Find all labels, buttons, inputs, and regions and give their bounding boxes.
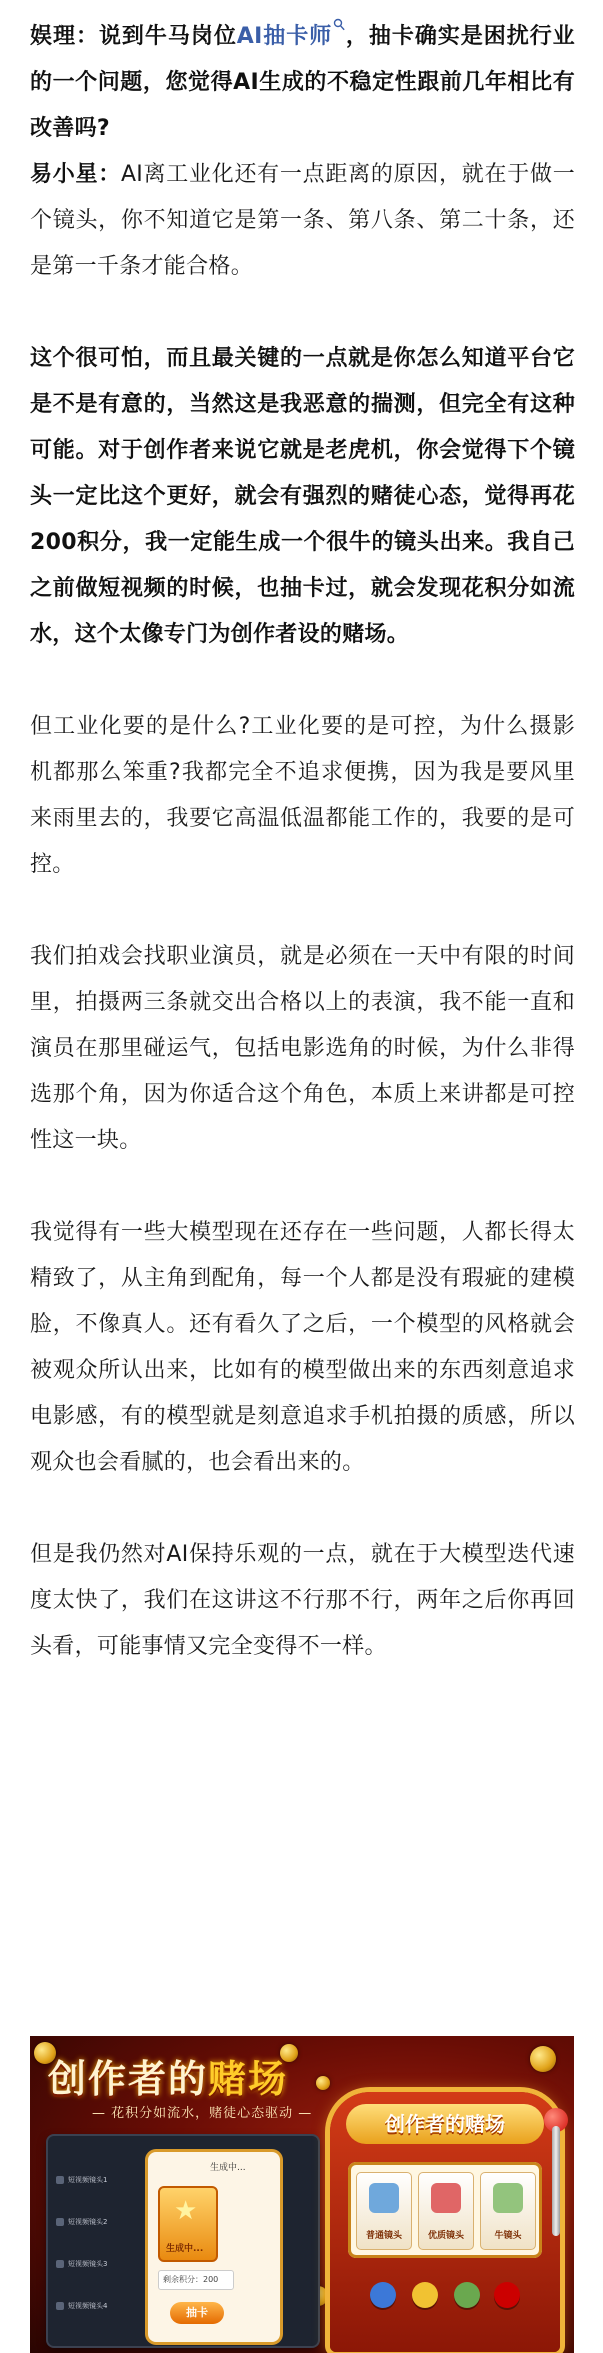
speaker-label-interviewer: 娱理：	[30, 24, 99, 49]
question-text-start: 说到牛马岗位	[98, 24, 237, 49]
question-text-end: ，抽卡确实是困扰行业的一个问题，您觉得AI生成的不稳定性跟前几年相比有改善吗?	[30, 24, 575, 141]
search-icon[interactable]	[333, 18, 345, 32]
reel-label: 牛镜头	[494, 2231, 522, 2241]
interview-question	[30, 14, 575, 152]
card-thumb-label: 生成中...	[166, 2244, 204, 2254]
interview-answer	[30, 152, 575, 290]
paragraph-model-faces: 我觉得有一些大模型现在还存在一些问题，人都长得太精致了，从主角到配角，每一个人都是没有瑕疵的建模脸，不像真人。还有看久了之后，一个模型的风格就会被观众所认出来，比如有的模型做出来的东西刻意追求电影感，有的模型就是刻意追求手机拍摄的质感，所以观众也会看腻的，也会看出来的。	[30, 1220, 575, 1475]
paragraph-optimism: 但是我仍然对AI保持乐观的一点，就在于大模型迭代速度太快了，我们在这讲这不行那不行，两年之后你再回头看，可能事情又完全变得不一样。	[30, 1542, 575, 1659]
reel-label: 优质镜头	[427, 2231, 464, 2241]
paragraph-actors: 我们拍戏会找职业演员，就是必须在一天中有限的时间里，拍摄两三条就交出合格以上的表演，我不能一直和演员在那里碰运气，包括电影选角的时候，为什么非得选那个角，因为你适合这个角色，本质上来讲都是可控性这一块。	[30, 944, 575, 1153]
slot-machine-sign: 创作者的赌场	[346, 2104, 544, 2144]
slot-button-icon	[454, 2282, 480, 2308]
card-heading: 生成中...	[210, 2163, 246, 2173]
slot-button-icon	[370, 2282, 396, 2308]
lever-icon	[552, 2126, 560, 2236]
screen-sidebar-item: 短视频镜头4	[56, 2298, 136, 2314]
star-icon: ★	[174, 2196, 198, 2226]
speaker-label-guest: 易小星：	[30, 162, 121, 187]
draw-card-button: 抽卡	[170, 2302, 224, 2324]
reel	[356, 2172, 412, 2250]
answer-text: AI离工业化还有一点距离的原因，就在于做一个镜头，你不知道它是第一条、第八条、第二十条，还是第一千条才能合格。	[30, 162, 575, 279]
reel	[480, 2172, 536, 2250]
banner-title: 创作者的赌场	[48, 2057, 289, 2101]
camera-icon	[369, 2183, 399, 2213]
paragraph-slot-machine: 这个很可怕，而且最关键的一点就是你怎么知道平台它是不是有意的，当然这是我恶意的揣测，但完全有这种可能。对于创作者来说它就是老虎机，你会觉得下个镜头一定比这个更好，就会有强烈的赌徒心态，觉得再花200积分，我一定能生成一个很牛的镜头出来。我自己之前做短视频的时候，也抽卡过，就会发现花积分如流水，这个太像专门为创作者设的赌场。	[30, 346, 575, 647]
article	[30, 14, 575, 1716]
screen-sidebar	[56, 2172, 136, 2340]
camera-icon	[431, 2183, 461, 2213]
slot-button-icon	[494, 2282, 520, 2308]
gold-coin	[316, 2076, 330, 2090]
ai-card-drawer-link[interactable]: AI抽卡师	[236, 24, 333, 49]
gold-coin	[530, 2046, 556, 2072]
reel-label: 普通镜头	[365, 2231, 402, 2241]
credit-counter: 剩余积分：200	[158, 2270, 234, 2290]
slot-machine-illustration	[330, 2092, 560, 2352]
slot-buttons	[370, 2282, 520, 2312]
gacha-card	[148, 2152, 280, 2342]
camera-icon	[493, 2183, 523, 2213]
app-screen-illustration	[48, 2136, 318, 2346]
screen-sidebar-item: 短视频镜头1	[56, 2172, 136, 2188]
reel	[418, 2172, 474, 2250]
screen-sidebar-item: 短视频镜头3	[56, 2256, 136, 2272]
creator-casino-banner-image	[30, 2036, 574, 2353]
card-thumbnail	[158, 2186, 218, 2262]
banner-subtitle: — 花积分如流水，赌徒心态驱动 —	[92, 2106, 313, 2121]
paragraph-industrialization: 但工业化要的是什么?工业化要的是可控，为什么摄影机都那么笨重?我都完全不追求便携，因为我是要风里来雨里去的，我要它高温低温都能工作的，我要的是可控。	[30, 714, 575, 877]
slot-button-icon	[412, 2282, 438, 2308]
screen-sidebar-item: 短视频镜头2	[56, 2214, 136, 2230]
reel-window	[348, 2162, 542, 2258]
